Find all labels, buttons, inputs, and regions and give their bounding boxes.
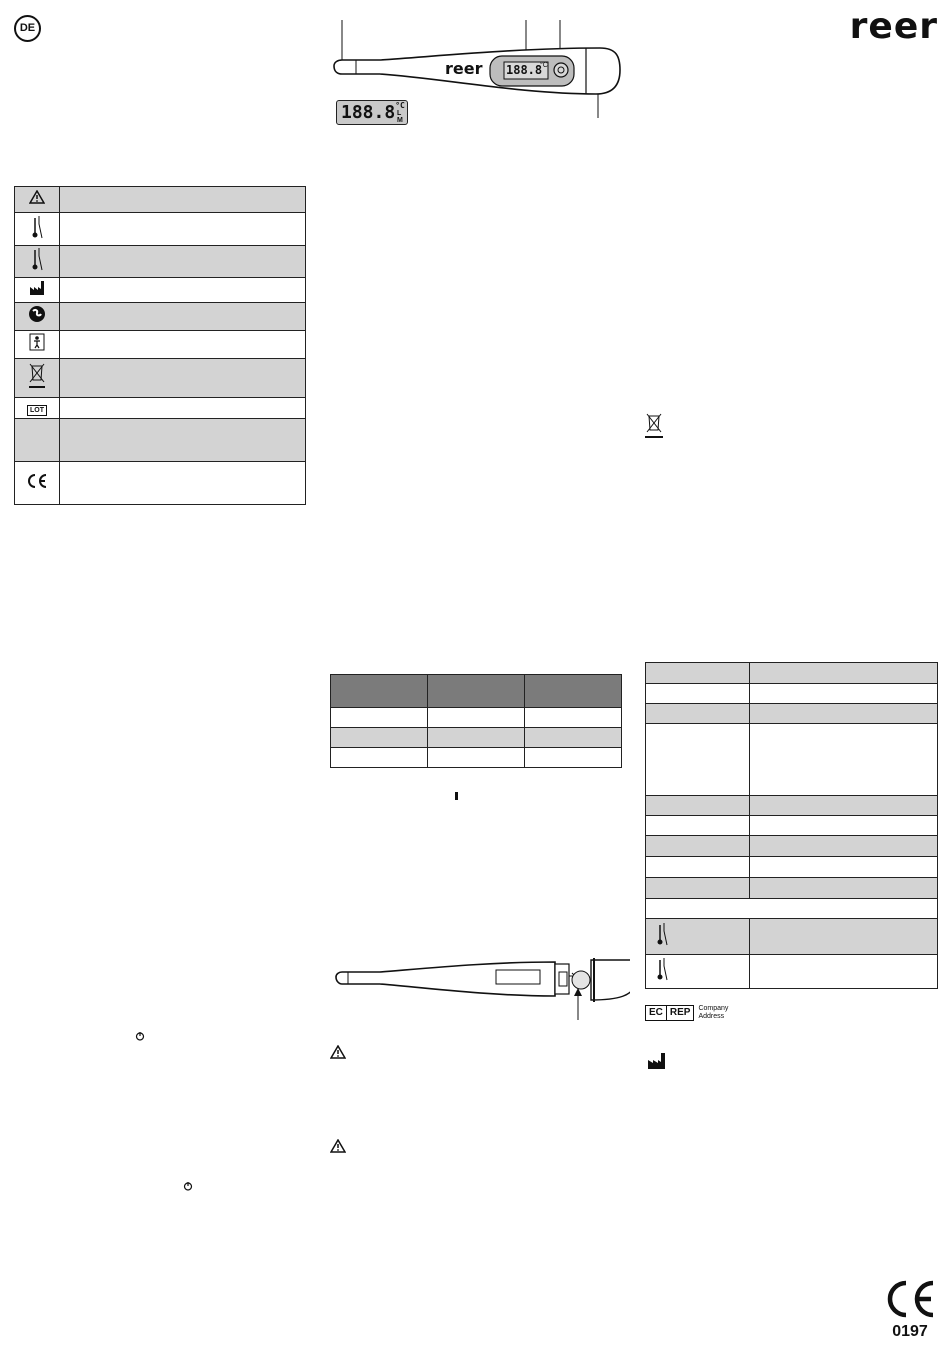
language-badge: DE <box>14 15 41 42</box>
specs-row <box>646 684 938 704</box>
certification-code: 0197 <box>892 1323 928 1340</box>
symbols-row <box>15 187 306 213</box>
specs-label <box>646 878 750 899</box>
specs-value <box>750 816 938 836</box>
lcd-unit-celsius: °C <box>395 101 405 110</box>
symbols-text <box>60 278 306 303</box>
measurement-cell <box>525 708 622 728</box>
power-icon <box>135 1031 145 1041</box>
measurement-header-cell <box>428 675 525 708</box>
measurement-cell <box>331 728 428 748</box>
ce-icon <box>884 1280 936 1318</box>
measurement-cell <box>428 708 525 728</box>
thermometer-icon <box>29 214 45 240</box>
symbols-row <box>15 213 306 246</box>
warning-icon <box>330 1045 346 1059</box>
specs-label <box>646 724 750 796</box>
specs-label <box>646 684 750 704</box>
measurement-cell <box>428 728 525 748</box>
symbols-text <box>60 213 306 246</box>
warning-icon <box>330 1139 346 1153</box>
specs-row <box>646 663 938 684</box>
recycle-globe-icon <box>28 305 46 323</box>
specs-row <box>646 836 938 857</box>
specs-label <box>646 663 750 684</box>
ec-rep-address-line: Address <box>698 1013 725 1020</box>
measurement-header-cell <box>331 675 428 708</box>
specs-row <box>646 919 938 955</box>
specs-value <box>750 919 938 955</box>
symbols-row <box>15 246 306 278</box>
crossed-bin-icon <box>28 362 46 390</box>
symbols-icon-empty <box>15 419 60 462</box>
ce-mark-block <box>884 1280 936 1341</box>
power-icon <box>183 1181 193 1191</box>
symbols-row <box>15 331 306 359</box>
thermometer-display-digits: 188.8 <box>506 63 543 77</box>
warning-icon <box>29 190 45 204</box>
symbols-text <box>60 398 306 419</box>
crossed-bin-icon <box>644 412 664 440</box>
specs-span-row <box>646 899 938 919</box>
symbols-table <box>14 186 306 505</box>
brand-logo: reer <box>849 6 938 47</box>
specs-value <box>750 857 938 878</box>
specs-value <box>750 796 938 816</box>
specs-span-cell <box>646 899 938 919</box>
ec-rep-company: Company <box>698 1005 729 1012</box>
specs-label <box>646 816 750 836</box>
ec-label: EC <box>645 1005 667 1021</box>
measurement-header-row <box>331 675 622 708</box>
specs-row <box>646 878 938 899</box>
symbols-row <box>15 303 306 331</box>
specs-value <box>750 684 938 704</box>
specs-row <box>646 724 938 796</box>
symbols-row <box>15 278 306 303</box>
specs-value <box>750 955 938 989</box>
battery-replacement-illustration <box>330 950 630 1022</box>
specs-row <box>646 704 938 724</box>
symbols-row <box>15 398 306 419</box>
factory-icon <box>647 1052 667 1070</box>
measurement-cell <box>331 708 428 728</box>
rep-label: REP <box>667 1005 695 1021</box>
specs-row <box>646 796 938 816</box>
thermometer-brand: reer <box>445 59 483 78</box>
specs-label <box>646 796 750 816</box>
ce-icon <box>26 473 48 489</box>
thermometer-display-unit: °C <box>540 62 548 69</box>
specs-value <box>750 663 938 684</box>
symbols-text <box>60 359 306 398</box>
measurement-cell <box>525 728 622 748</box>
specs-table <box>645 662 938 989</box>
specs-row <box>646 955 938 989</box>
specs-value <box>750 724 938 796</box>
thermometer-icon <box>29 246 45 272</box>
specs-row <box>646 857 938 878</box>
battery-mark-icon <box>455 792 458 800</box>
lcd-mark-m: M <box>397 117 403 124</box>
thermometer-icon <box>654 921 670 947</box>
measurement-table <box>330 674 622 768</box>
lcd-mark-l: L <box>397 110 402 117</box>
symbols-text <box>60 462 306 505</box>
symbols-text <box>60 331 306 359</box>
specs-label <box>646 704 750 724</box>
symbols-text <box>60 419 306 462</box>
specs-label <box>646 836 750 857</box>
specs-value <box>750 704 938 724</box>
measurement-cell <box>331 748 428 768</box>
specs-value <box>750 878 938 899</box>
symbols-text <box>60 246 306 278</box>
ec-rep-block <box>645 1005 728 1021</box>
symbols-row <box>15 462 306 505</box>
symbols-text <box>60 303 306 331</box>
symbols-row <box>15 359 306 398</box>
measurement-header-cell <box>525 675 622 708</box>
factory-icon <box>29 280 45 296</box>
measurement-row <box>331 748 622 768</box>
body-part-icon <box>29 333 45 351</box>
specs-row <box>646 816 938 836</box>
specs-label <box>646 857 750 878</box>
specs-value <box>750 836 938 857</box>
symbols-text <box>60 187 306 213</box>
thermometer-icon <box>654 956 670 982</box>
measurement-cell <box>525 748 622 768</box>
measurement-row <box>331 708 622 728</box>
ec-rep-address <box>698 1005 728 1021</box>
symbols-row <box>15 419 306 462</box>
lot-icon: LOT <box>27 405 47 416</box>
lcd-digits: 188.8 <box>341 102 396 123</box>
measurement-row <box>331 728 622 748</box>
measurement-cell <box>428 748 525 768</box>
